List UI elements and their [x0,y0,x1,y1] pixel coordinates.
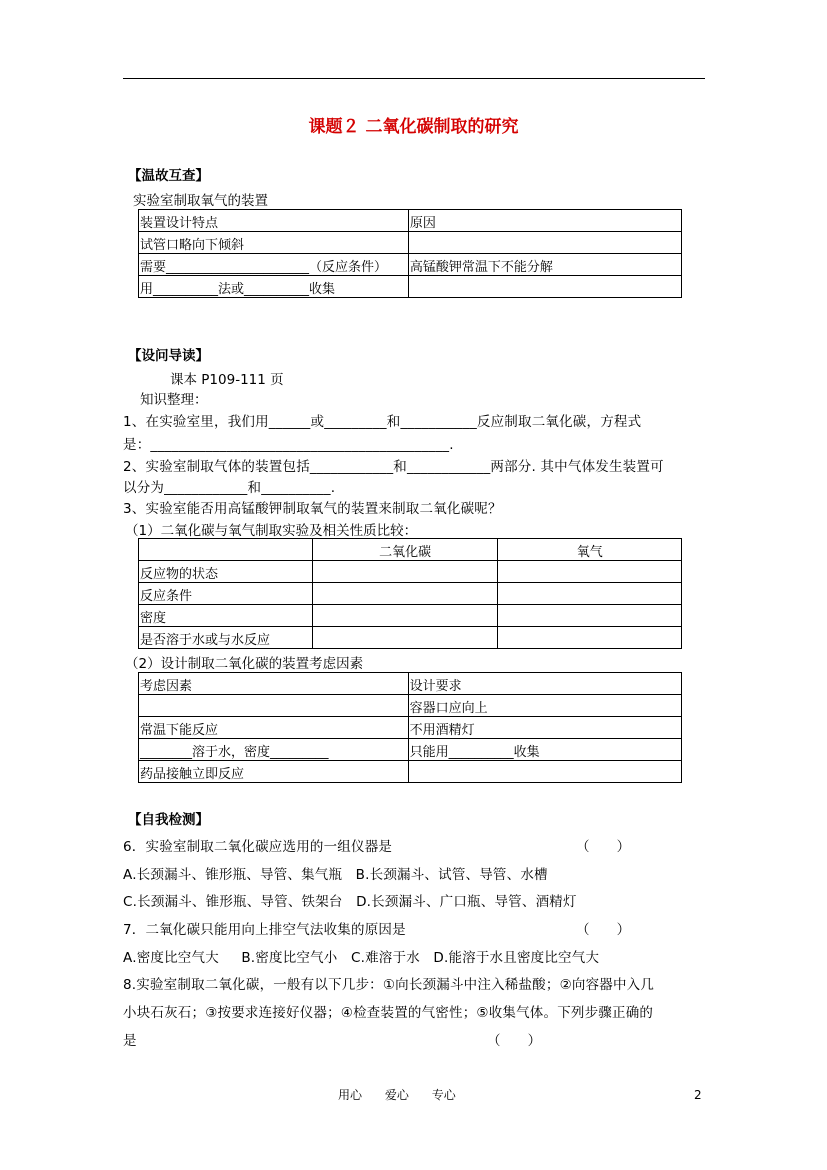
table-cell [139,695,409,717]
question-8-answer-blank: （ ） [487,1033,542,1049]
question-8-line-3: 是 [123,1033,137,1049]
table-cell [498,583,682,605]
table-cell: 设计要求 [408,673,681,695]
question-6: 6．实验室制取二氧化碳应选用的一组仪器是 [123,839,393,855]
question-7: 7．二氧化碳只能用向上排空气法收集的原因是 [123,922,406,938]
oxygen-apparatus-table [138,209,682,298]
table-row [139,761,682,783]
table-row [139,627,682,649]
question-1-line-1: 1、在实验室里，我们用______或_________和___________反应制取二氧化碳，方程式 [123,414,642,430]
table-cell: 需要______________________（反应条件） [139,254,409,276]
table-cell: 是否溶于水或与水反应 [139,627,313,649]
page-title: 课题２ 二氧化碳制取的研究 [308,117,519,137]
table-cell [498,561,682,583]
question-6-answer-blank: （ ） [576,839,631,855]
table-row [139,210,682,232]
table-cell: 只能用__________收集 [408,739,681,761]
section-heading-review: 【温故互查】 [128,168,209,184]
table-cell [139,539,313,561]
table-cell: 用__________法或__________收集 [139,276,409,298]
knowledge-label: 知识整理： [140,392,208,408]
table-row [139,561,682,583]
section-heading-self-check: 【自我检测】 [128,812,209,828]
question-3: 3、实验室能否用高锰酸钾制取氧气的装置来制取二氧化碳呢？ [123,501,502,517]
table-row [139,717,682,739]
oxygen-apparatus-intro: 实验室制取氧气的装置 [133,193,268,209]
table-row [139,539,682,561]
table-cell: 密度 [139,605,313,627]
table-cell: 原因 [408,210,681,232]
subquestion-1: （1）二氧化碳与氧气制取实验及相关性质比较： [125,523,418,539]
table-row [139,739,682,761]
table-cell: 常温下能反应 [139,717,409,739]
table-cell [408,276,681,298]
table-row [139,583,682,605]
question-6-options-cd: C.长颈漏斗、锥形瓶、导管、铁架台 D.长颈漏斗、广口瓶、导管、酒精灯 [123,894,577,910]
table-cell [498,627,682,649]
table-header-oxygen: 氧气 [498,539,682,561]
table-cell: 反应物的状态 [139,561,313,583]
table-header-co2: 二氧化碳 [312,539,498,561]
table-row [139,695,682,717]
section-heading-guided: 【设问导读】 [128,348,209,364]
question-8-line-1: 8.实验室制取二氧化碳，一般有以下几步：①向长颈漏斗中注入稀盐酸；②向容器中入几 [123,977,655,993]
table-row [139,276,682,298]
table-cell: 反应条件 [139,583,313,605]
page-number: 2 [694,1088,702,1102]
textbook-reference: 课本 P109-111 页 [170,372,284,388]
table-cell: 试管口略向下倾斜 [139,232,409,254]
question-1-line-2: 是：___________________________________________. [123,437,454,453]
question-7-options: A.密度比空气大 B.密度比空气小 C.难溶于水 D.能溶于水且密度比空气大 [123,950,600,966]
table-cell: 高锰酸钾常温下不能分解 [408,254,681,276]
table-row [139,605,682,627]
question-6-options-ab: A.长颈漏斗、锥形瓶、导管、集气瓶 B.长颈漏斗、试管、导管、水槽 [123,867,548,883]
table-cell [312,605,498,627]
comparison-table [138,538,682,649]
question-2-line-2: 以分为____________和__________. [123,480,336,496]
question-8-line-2: 小块石灰石；③按要求连接好仪器；④检查装置的气密性；⑤收集气体。下列步骤正确的 [123,1005,654,1021]
question-2-line-1: 2、实验室制取气体的装置包括____________和____________两部分. 其中气体发生装置可 [123,459,664,475]
page-footer-motto: 用心 爱心 专心 [338,1088,456,1102]
table-row [139,232,682,254]
table-cell: 容器口应向上 [408,695,681,717]
table-cell [408,232,681,254]
subquestion-2: （2）设计制取二氧化碳的装置考虑因素 [125,656,364,672]
header-rule [123,78,705,79]
design-factors-table [138,672,682,783]
table-cell: 考虑因素 [139,673,409,695]
table-cell: ________溶于水，密度_________ [139,739,409,761]
table-row [139,254,682,276]
table-cell [312,583,498,605]
table-cell: 装置设计特点 [139,210,409,232]
table-cell [312,627,498,649]
table-cell: 药品接触立即反应 [139,761,409,783]
table-cell [498,605,682,627]
table-row [139,673,682,695]
table-cell [312,561,498,583]
table-cell [408,761,681,783]
question-7-answer-blank: （ ） [576,922,631,938]
table-cell: 不用酒精灯 [408,717,681,739]
